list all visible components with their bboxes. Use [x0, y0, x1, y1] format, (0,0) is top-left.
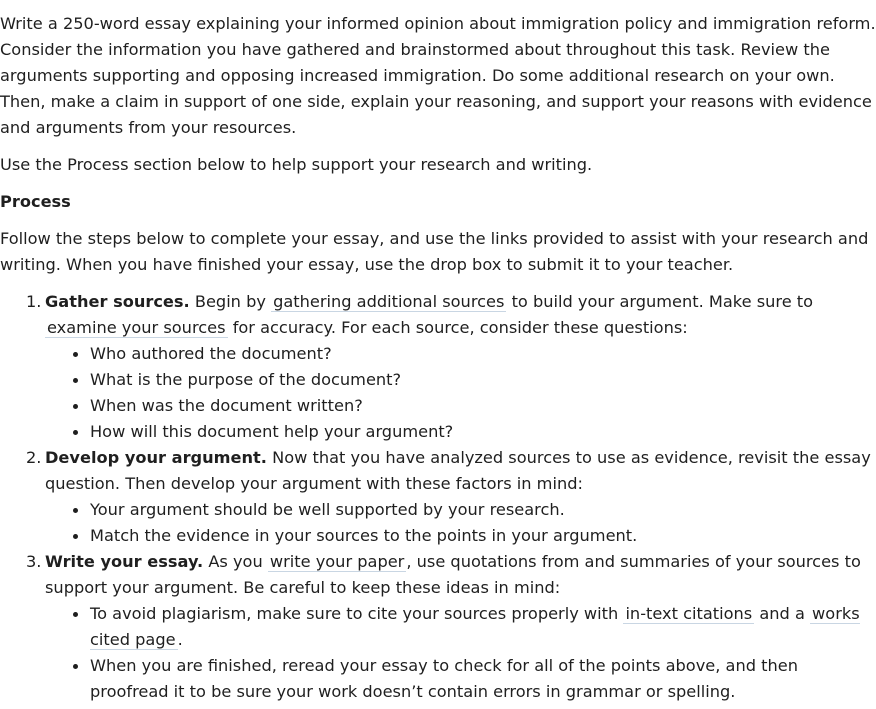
- write-paper-link[interactable]: write your paper: [269, 552, 405, 571]
- examine-sources-link[interactable]: examine your sources: [47, 318, 226, 337]
- step-title: Write your essay.: [45, 552, 204, 571]
- step-title: Develop your argument.: [45, 448, 267, 467]
- list-item-text: Match the evidence in your sources to the points in your argument.: [90, 526, 638, 545]
- step-text: Begin by: [189, 292, 272, 311]
- writing-ideas-list: [45, 601, 876, 705]
- step-text: to build your argument. Make sure to: [506, 292, 814, 311]
- list-item: [45, 523, 876, 549]
- list-item: [45, 497, 876, 523]
- intro-paragraph: Write a 250-word essay explaining your informed opinion about immigration policy and immigration reform. Consider the information you have gathered and brainstormed about throughout this task. Review the arguments supporting and opposing increased immigration. Do some additional research on your own. Then, make a claim in support of one side, explain your reasoning, and support your reasons with evidence and arguments from your resources.: [0, 14, 876, 137]
- step-text: Now that you have analyzed sources to use as evidence, revisit the essay question. Then develop your argument with these factors in mind:: [45, 448, 871, 493]
- list-item: [45, 653, 876, 705]
- process-intro-paragraph: Use the Process section below to help support your research and writing.: [0, 155, 593, 174]
- step-number: 3.: [26, 552, 42, 571]
- bullet-icon: [73, 534, 78, 539]
- step-text: As you: [203, 552, 268, 571]
- list-item-text: .: [177, 630, 183, 649]
- process-heading: Process: [0, 192, 71, 211]
- source-questions-list: [45, 341, 876, 445]
- step-number: 2.: [26, 448, 42, 467]
- step-text: , use quotations from and summaries of your sources to support your argument. Be careful to keep these ideas in mind:: [45, 552, 861, 597]
- step-text: for accuracy. For each source, consider these questions:: [227, 318, 688, 337]
- bullet-icon: [73, 378, 78, 383]
- list-item-text: To avoid plagiarism, make sure to cite your sources properly with: [90, 604, 624, 623]
- bullet-icon: [73, 430, 78, 435]
- list-item: [45, 419, 876, 445]
- bullet-icon: [73, 612, 78, 617]
- step-write-essay: [0, 549, 876, 705]
- list-item-text: Who authored the document?: [90, 344, 332, 363]
- in-text-citations-link[interactable]: in-text citations: [625, 604, 753, 623]
- step-number: 1.: [26, 292, 42, 311]
- list-item-text: and a: [754, 604, 811, 623]
- list-item: [45, 367, 876, 393]
- list-item-text: How will this document help your argument?: [90, 422, 454, 441]
- list-item: [45, 393, 876, 419]
- list-item-text: What is the purpose of the document?: [90, 370, 402, 389]
- step-gather-sources: [0, 289, 876, 445]
- argument-factors-list: [45, 497, 876, 549]
- step-develop-argument: [0, 445, 876, 549]
- works-cited-page-link[interactable]: works cited page: [90, 604, 860, 649]
- process-steps-list: [0, 289, 876, 705]
- list-item-text: When was the document written?: [90, 396, 363, 415]
- list-item-text: When you are finished, reread your essay to check for all of the points above, and then proofread it to be sure your work doesn’t contain errors in grammar or spelling.: [90, 656, 798, 701]
- list-item: [45, 601, 876, 653]
- bullet-icon: [73, 404, 78, 409]
- step-title: Gather sources.: [45, 292, 190, 311]
- bullet-icon: [73, 664, 78, 669]
- list-item: [45, 341, 876, 367]
- bullet-icon: [73, 352, 78, 357]
- list-item-text: Your argument should be well supported by your research.: [90, 500, 565, 519]
- process-description: Follow the steps below to complete your essay, and use the links provided to assist with your research and writing. When you have finished your essay, use the drop box to submit it to your teacher.: [0, 229, 869, 274]
- gathering-sources-link[interactable]: gathering additional sources: [273, 292, 505, 311]
- bullet-icon: [73, 508, 78, 513]
